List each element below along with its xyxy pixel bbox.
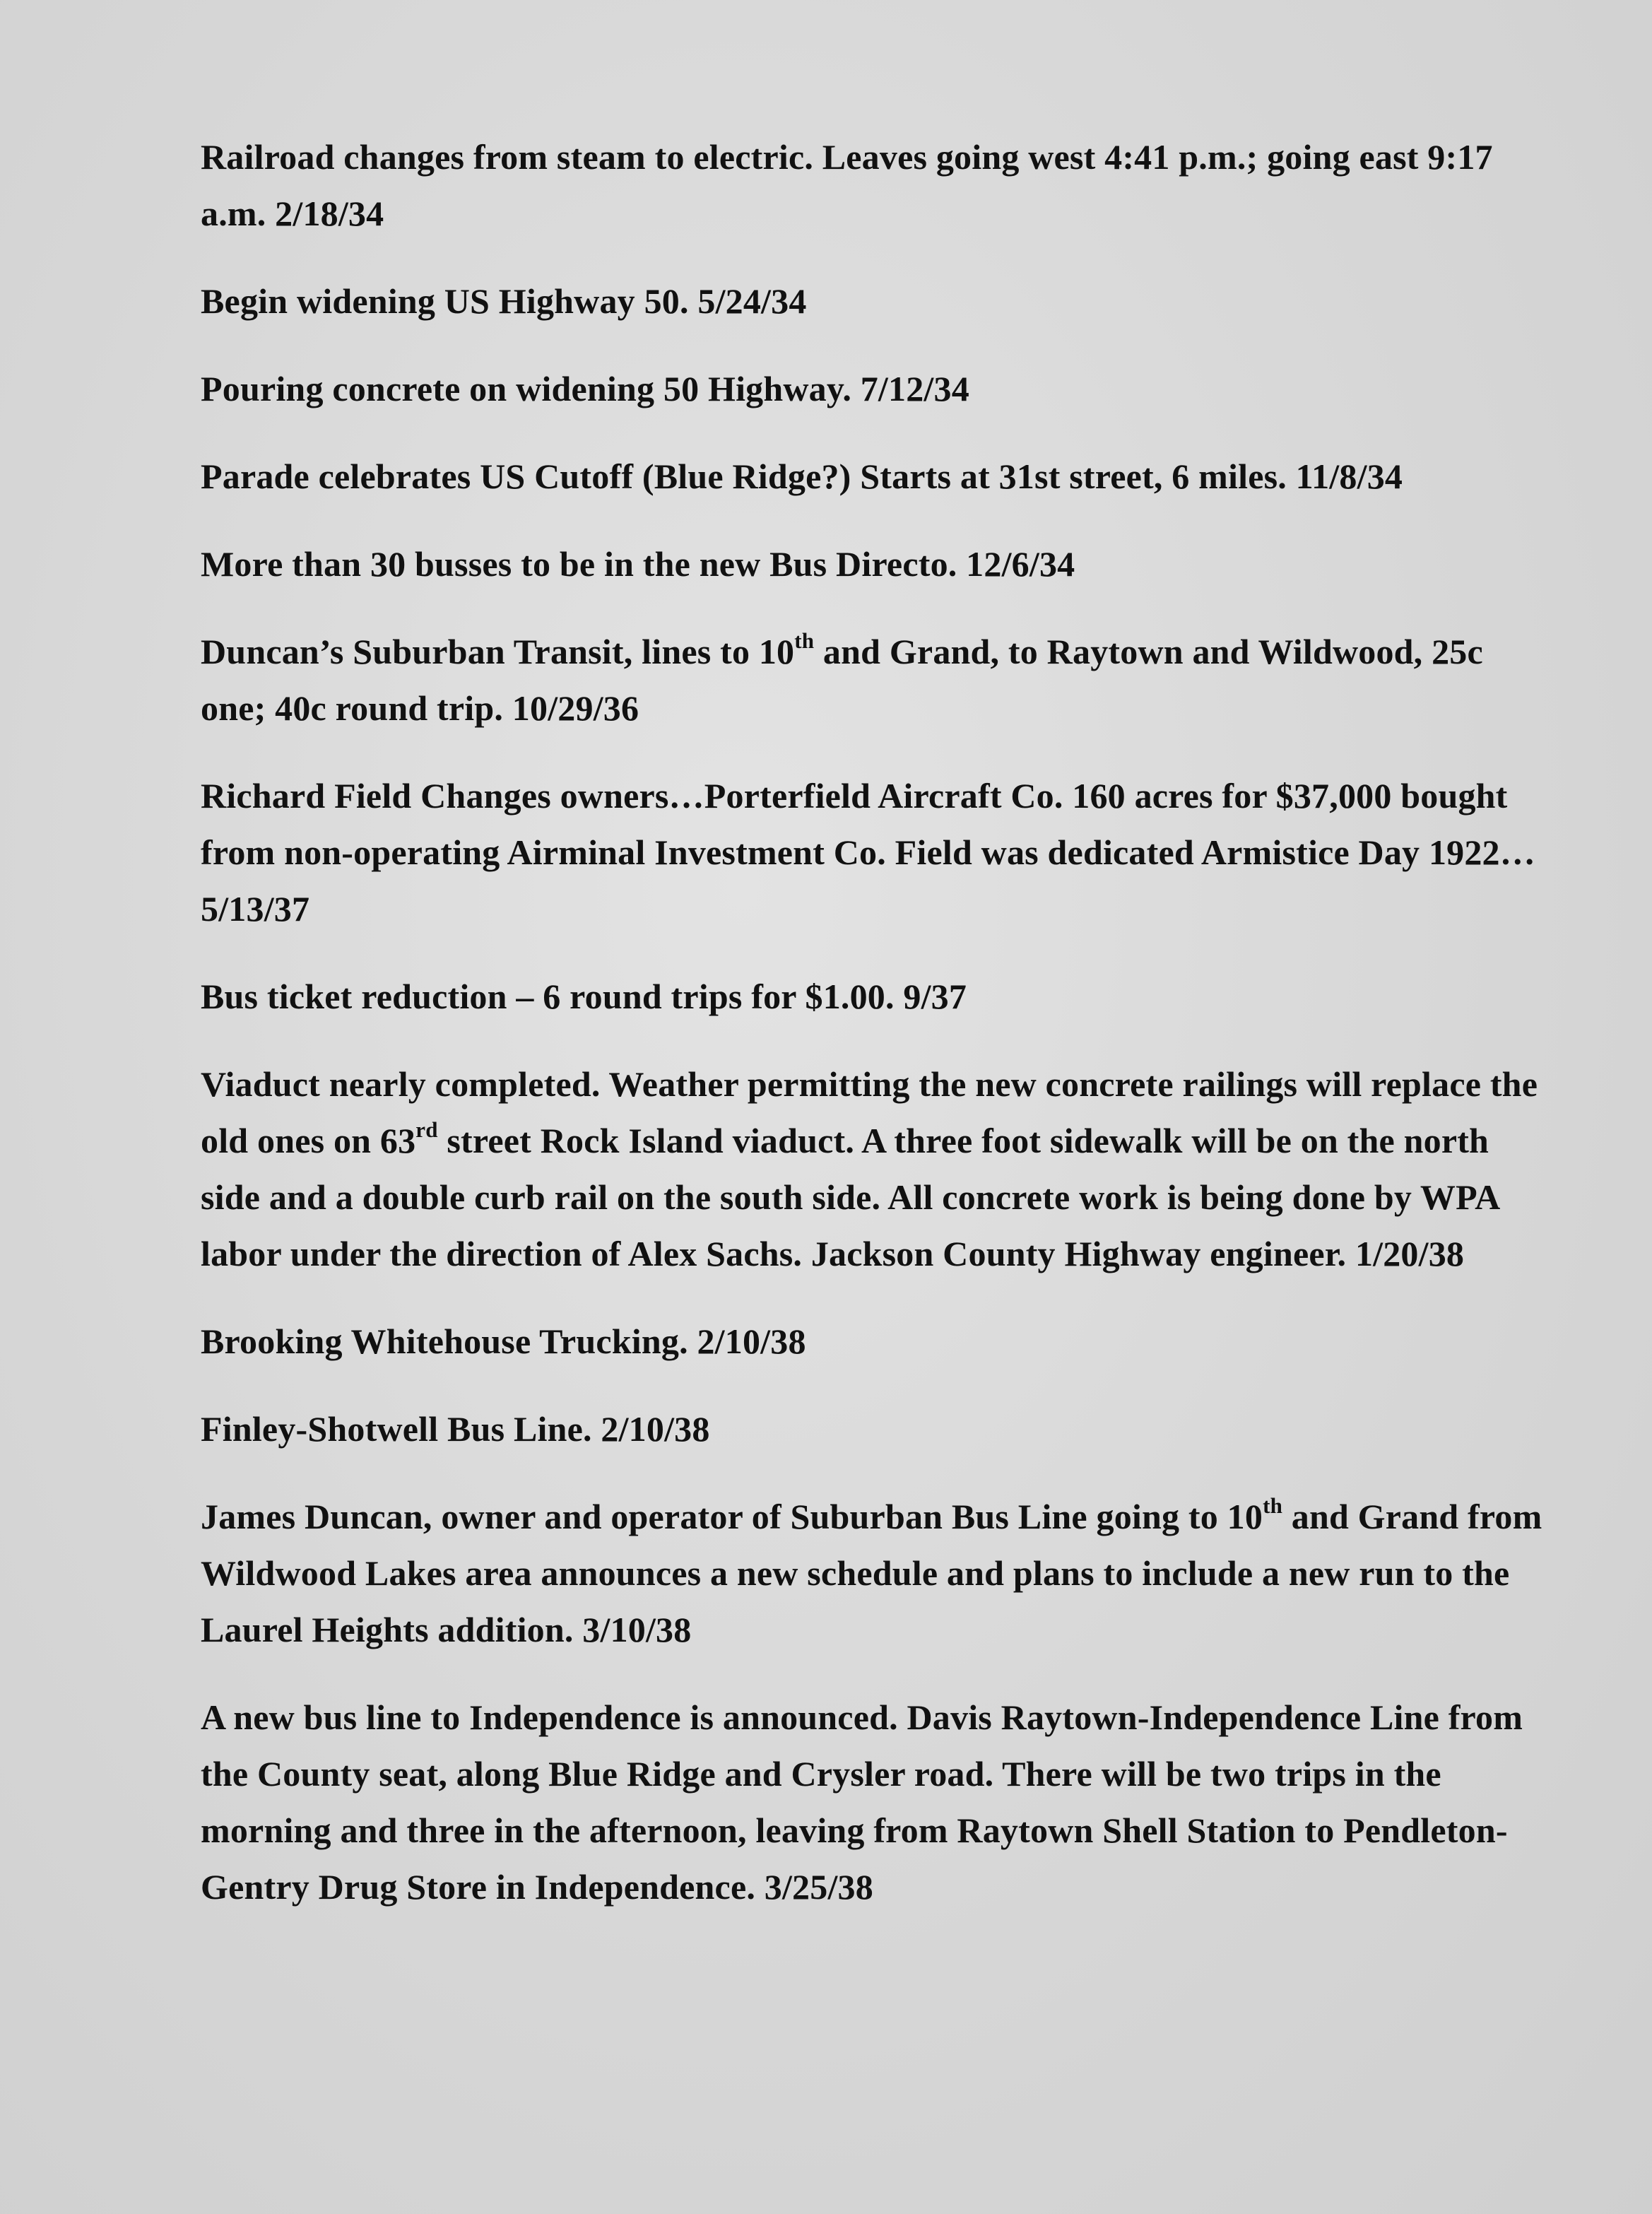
entry-paragraph — [201, 623, 1543, 736]
entry-paragraph — [201, 129, 1543, 242]
entry-paragraph — [201, 1401, 1543, 1457]
entry-paragraph — [201, 1056, 1543, 1282]
entry-text: A new bus line to Independence is announced. Davis Raytown-Independence Line from the County seat, along Blue Ridge and Crysler road. There will be two trips in the morning and three in the afternoon, leaving from Raytown Shell Station to Pendleton-Gentry Drug Store in Independence. 3/25/38 — [201, 1697, 1523, 1907]
entry-text: Parade celebrates US Cutoff (Blue Ridge?) Starts at 31st street, 6 miles. 11/8/34 — [201, 457, 1403, 496]
entry-paragraph — [201, 536, 1543, 592]
entry-text: More than 30 busses to be in the new Bus Directo. 12/6/34 — [201, 544, 1075, 584]
entry-paragraph — [201, 273, 1543, 329]
entry-paragraph — [201, 360, 1543, 417]
entry-paragraph — [201, 767, 1543, 937]
entry-text: Bus ticket reduction – 6 round trips for $1.00. 9/37 — [201, 977, 967, 1016]
ordinal-suffix: th — [794, 628, 815, 654]
entry-text: Viaduct nearly completed. Weather permitting the new concrete railings will replace the old ones on 63 — [201, 1064, 1538, 1160]
entry-text: Pouring concrete on widening 50 Highway. 7/12/34 — [201, 369, 969, 408]
entry-text: Railroad changes from steam to electric. Leaves going west 4:41 p.m.; going east 9:17 a.m. 2/18/34 — [201, 137, 1493, 233]
entry-text: Begin widening US Highway 50. 5/24/34 — [201, 281, 807, 321]
ordinal-suffix: rd — [415, 1117, 438, 1143]
entry-text: Finley-Shotwell Bus Line. 2/10/38 — [201, 1409, 710, 1449]
entry-text: Duncan’s Suburban Transit, lines to 10 — [201, 632, 795, 671]
ordinal-suffix: th — [1263, 1493, 1283, 1519]
entry-text: and Grand from Wildwood Lakes area announces a new schedule and plans to include a new run to the Laurel Heights addition. 3/10/38 — [201, 1497, 1542, 1649]
entry-paragraph — [201, 1689, 1543, 1915]
entry-paragraph — [201, 968, 1543, 1025]
entry-paragraph — [201, 1313, 1543, 1370]
entry-text: James Duncan, owner and operator of Suburban Bus Line going to 10 — [201, 1497, 1263, 1536]
entry-text: Richard Field Changes owners…Porterfield Aircraft Co. 160 acres for $37,000 bought from non-operating Airminal Investment Co. Field was dedicated Armistice Day 1922…5/13/37 — [201, 776, 1535, 929]
entry-list — [201, 129, 1543, 1946]
entry-text: street Rock Island viaduct. A three foot sidewalk will be on the north side and a double curb rail on the south side. All concrete work is being done by WPA labor under the direction of Alex Sachs. Jackson County Highway engineer. 1/20/38 — [201, 1121, 1499, 1273]
entry-text: and Grand, to Raytown and Wildwood, 25c one; 40c round trip. 10/29/36 — [201, 632, 1483, 728]
entry-text: Brooking Whitehouse Trucking. 2/10/38 — [201, 1321, 806, 1361]
entry-paragraph — [201, 448, 1543, 505]
entry-paragraph — [201, 1488, 1543, 1658]
